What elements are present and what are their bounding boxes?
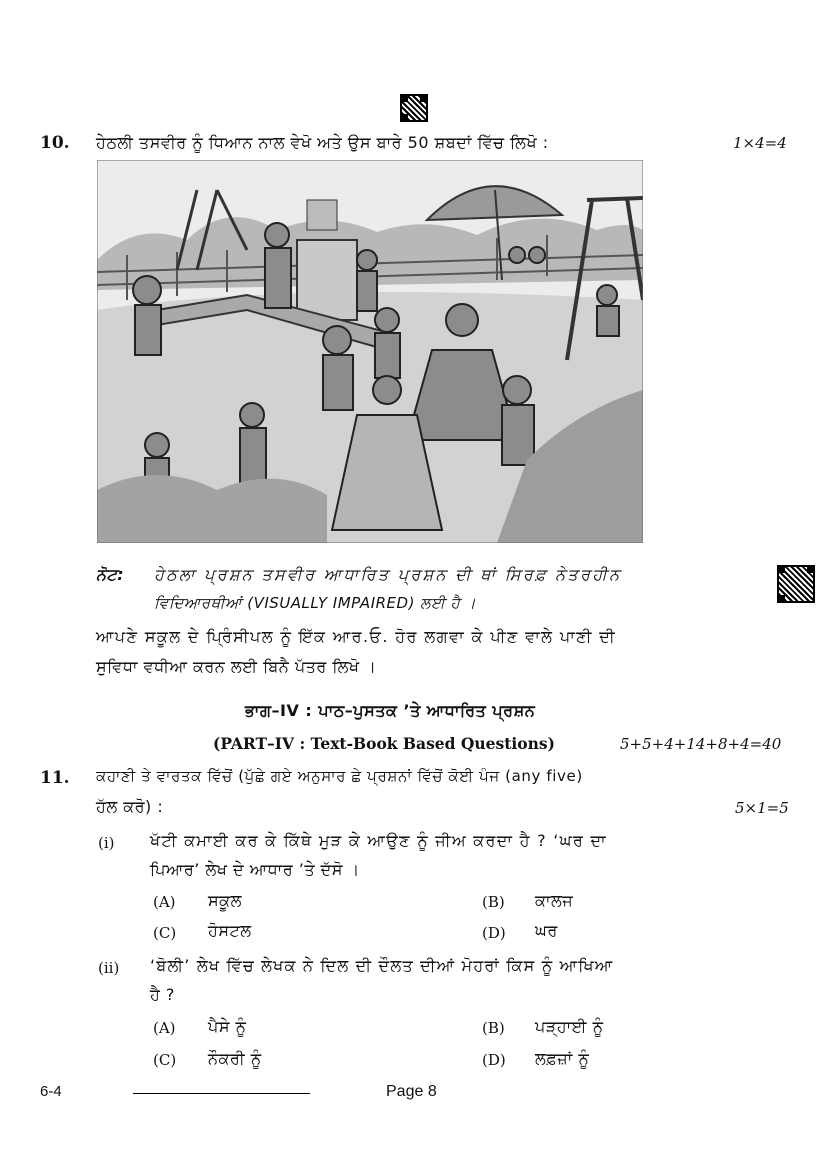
footer-page-number: Page 8 (386, 1083, 437, 1100)
subq-i-line1: ਖੱਟੀ ਕਮਾਈ ਕਰ ਕੇ ਕਿੱਥੇ ਮੁੜ ਕੇ ਆਉਣ ਨੂੰ ਜੀਅ ਕਰਦਾ ਹੈ ? ‘ਘਰ ਦਾ (150, 831, 607, 850)
playground-illustration (97, 160, 643, 543)
subq-ii-option-d-key: (D) (482, 1051, 506, 1069)
subq-ii-option-a-key: (A) (153, 1019, 176, 1037)
subq-ii-option-a: ਪੈਸੇ ਨੂੰ (208, 1017, 247, 1036)
subq-ii-line1: ‘ਬੋਲੀ’ ਲੇਖ ਵਿੱਚ ਲੇਖਕ ਨੇ ਦਿਲ ਦੀ ਦੌਲਤ ਦੀਆਂ ਮੋਹਰਾਂ ਕਿਸ ਨੂੰ ਆਖਿਆ (150, 956, 614, 975)
subq-ii-option-c-key: (C) (153, 1051, 177, 1069)
q10-number: 10. (40, 133, 70, 153)
subq-i-option-a: ਸਕੂਲ (208, 891, 242, 910)
subq-i-option-c-key: (C) (153, 924, 177, 942)
q10-marks: 1×4=4 (733, 134, 787, 152)
subq-i-number: (i) (98, 834, 115, 852)
q11-marks: 5×1=5 (735, 799, 789, 817)
subq-i-option-b-key: (B) (482, 893, 505, 911)
footer-rule (133, 1093, 310, 1094)
q11-instruction-line2: ਹੱਲ ਕਰੋ) : (96, 797, 164, 816)
note-line1: ਹੇਠਲਾ ਪ੍ਰਸ਼ਨ ਤਸਵੀਰ ਆਧਾਰਿਤ ਪ੍ਰਸ਼ਨ ਦੀ ਥਾਂ ਸਿਰਫ਼ ਨੇਤਰਹੀਨ (154, 565, 622, 584)
subq-ii-line2: ਹੈ ? (150, 985, 175, 1004)
subq-ii-option-d: ਲਫ਼ਜ਼ਾਂ ਨੂੰ (535, 1049, 590, 1068)
part4-heading-punjabi: ਭਾਗ–IV : ਪਾਠ–ਪੁਸਤਕ ’ਤੇ ਆਧਾਰਿਤ ਪ੍ਰਸ਼ਨ (245, 701, 536, 720)
subq-i-line2: ਪਿਆਰ’ ਲੇਖ ਦੇ ਆਧਾਰ ’ਤੇ ਦੱਸੋ । (150, 860, 360, 879)
subq-i-option-d: ਘਰ (535, 921, 558, 940)
subq-ii-option-b-key: (B) (482, 1019, 505, 1037)
subq-i-option-c: ਹੋਸਟਲ (208, 921, 252, 940)
part4-heading-english: (PART–IV : Text-Book Based Questions) (213, 734, 555, 753)
q11-number: 11. (40, 768, 70, 788)
subq-i-option-b: ਕਾਲਜ (535, 891, 574, 910)
qr-code-side (777, 565, 815, 603)
q11-instruction-line1: ਕਹਾਣੀ ਤੇ ਵਾਰਤਕ ਵਿੱਚੋਂ (ਪੁੱਛੇ ਗਏ ਅਨੁਸਾਰ ਛੇ ਪ੍ਰਸ਼ਨਾਂ ਵਿੱਚੋਂ ਕੋਈ ਪੰਜ (any five) (96, 767, 583, 785)
part4-marks: 5+5+4+14+8+4=40 (620, 735, 782, 753)
subq-i-option-a-key: (A) (153, 893, 176, 911)
note-label: ਨੋਟ: (96, 565, 125, 584)
alt-question-line1: ਆਪਣੇ ਸਕੂਲ ਦੇ ਪ੍ਰਿੰਸੀਪਲ ਨੂੰ ਇੱਕ ਆਰ.ਓ. ਹੋਰ ਲਗਵਾ ਕੇ ਪੀਣ ਵਾਲੇ ਪਾਣੀ ਦੀ (96, 627, 617, 646)
qr-code-top (400, 94, 428, 122)
alt-question-line2: ਸੁਵਿਧਾ ਵਧੀਆ ਕਰਨ ਲਈ ਬਿਨੈ ਪੱਤਰ ਲਿਖੋ । (96, 657, 377, 676)
subq-i-option-d-key: (D) (482, 924, 506, 942)
subq-ii-number: (ii) (98, 959, 120, 977)
subq-ii-option-b: ਪੜ੍ਹਾਈ ਨੂੰ (535, 1017, 604, 1036)
subq-ii-option-c: ਨੌਕਰੀ ਨੂੰ (208, 1049, 262, 1068)
footer-code: 6-4 (40, 1083, 62, 1100)
q10-text: ਹੇਠਲੀ ਤਸਵੀਰ ਨੂੰ ਧਿਆਨ ਨਾਲ ਵੇਖੋ ਅਤੇ ਉਸ ਬਾਰੇ 50 ਸ਼ਬਦਾਂ ਵਿੱਚ ਲਿਖੋ : (96, 133, 549, 152)
note-line2: ਵਿਦਿਆਰਥੀਆਂ (VISUALLY IMPAIRED) ਲਈ ਹੈ । (154, 594, 477, 612)
